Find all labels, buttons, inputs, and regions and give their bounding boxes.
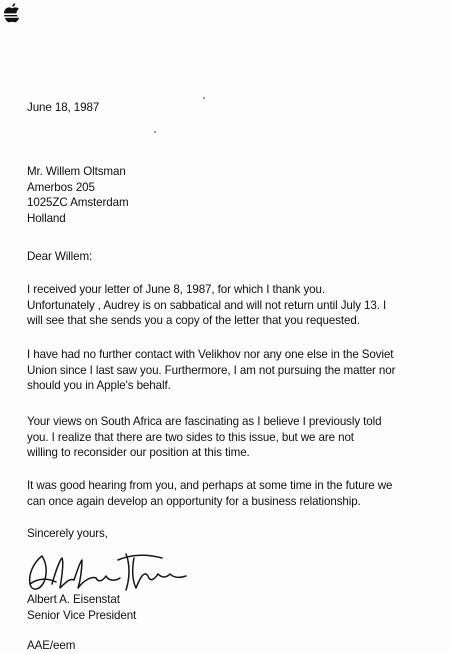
apple-logo-icon bbox=[2, 2, 22, 26]
paragraph-4 bbox=[27, 478, 392, 509]
paragraph-1 bbox=[27, 282, 386, 329]
handwritten-signature bbox=[22, 548, 197, 598]
recipient-address bbox=[27, 164, 129, 226]
paper-speck bbox=[154, 131, 156, 133]
paragraph-line: I received your letter of June 8, 1987, for which I thank you. bbox=[27, 283, 325, 296]
recipient-name: Mr. Willem Oltsman bbox=[27, 165, 126, 178]
paragraph-line: Union since I last saw you. Furthermore, I am not pursuing the matter nor bbox=[27, 363, 396, 377]
letter-date: June 18, 1987 bbox=[27, 101, 100, 114]
paper-speck bbox=[203, 97, 205, 99]
reference-initials: AAE/eem bbox=[27, 639, 76, 652]
recipient-street: Amerbos 205 bbox=[27, 180, 95, 194]
paragraph-2 bbox=[27, 347, 395, 394]
signer-name: Albert A. Eisenstat bbox=[27, 593, 120, 606]
paragraph-line: should you in Apple's behalf. bbox=[27, 379, 171, 392]
paragraph-line: Unfortunately , Audrey is on sabbatical and will not return until July 13. I bbox=[27, 298, 387, 312]
paragraph-line: It was good hearing from you, and perhaps at some time in the future we bbox=[27, 479, 393, 492]
paragraph-line: Your views on South Africa are fascinating as I believe I previously told bbox=[27, 415, 382, 428]
signer-block bbox=[27, 592, 136, 623]
recipient-city: 1025ZC Amsterdam bbox=[27, 196, 129, 209]
signer-title: Senior Vice President bbox=[27, 608, 137, 622]
paragraph-line: can once again develop an opportunity for a business relationship. bbox=[27, 494, 361, 508]
paragraph-line: willing to reconsider our position at this time. bbox=[27, 446, 250, 459]
paragraph-line: will see that she sends you a copy of the letter that you requested. bbox=[27, 314, 360, 327]
recipient-country: Holland bbox=[27, 211, 66, 225]
closing: Sincerely yours, bbox=[27, 527, 108, 540]
paragraph-line: I have had no further contact with Velikhov nor any one else in the Soviet bbox=[27, 348, 394, 361]
paragraph-3 bbox=[27, 414, 381, 461]
paragraph-line: you. I realize that there are two sides to this issue, but we are not bbox=[27, 430, 354, 444]
salutation: Dear Willem: bbox=[27, 250, 93, 263]
